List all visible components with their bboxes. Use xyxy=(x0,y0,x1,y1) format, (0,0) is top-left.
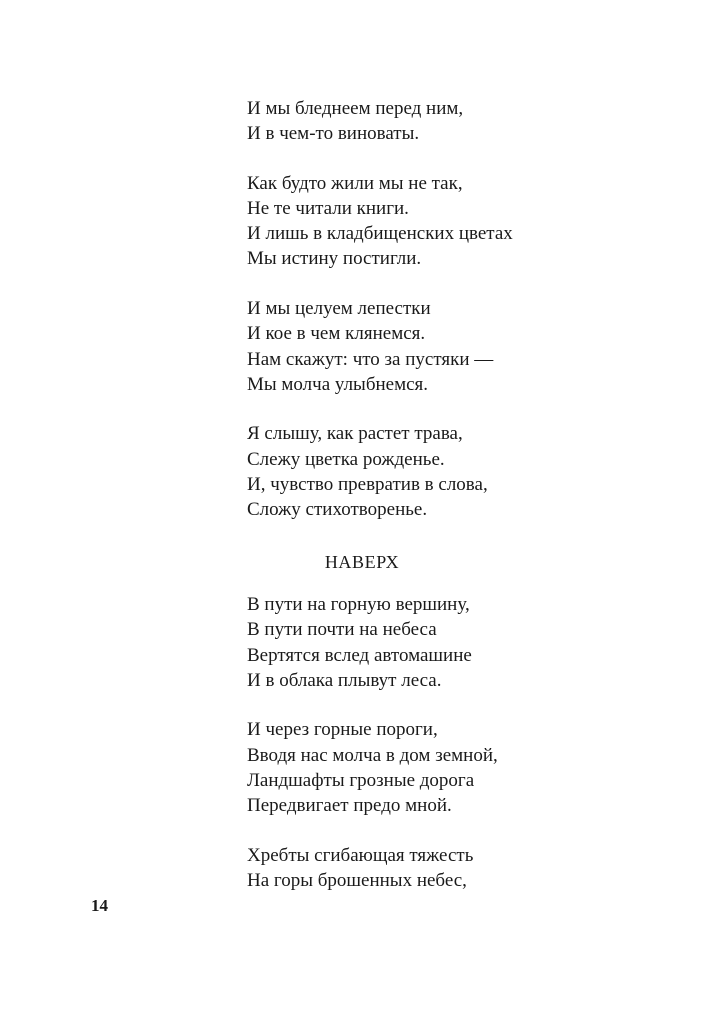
verse-line: Я слышу, как растет трава, xyxy=(247,423,463,445)
verse-line: Ландшафты грозные дорога xyxy=(247,769,475,791)
poem-title: НАВЕРХ xyxy=(324,552,400,573)
verse-line: И мы целуем лепестки xyxy=(247,298,431,320)
stanza xyxy=(247,592,647,693)
verse-line: В пути на горную вершину, xyxy=(247,594,470,616)
page-number: 14 xyxy=(91,896,108,915)
text-column xyxy=(247,96,647,918)
verse-line: И через горные пороги, xyxy=(247,719,438,741)
verse-line: Мы молча улыбнемся. xyxy=(247,373,429,395)
verse-line: Вертятся вслед автомашине xyxy=(247,644,472,666)
verse-line: И, чувство превратив в слова, xyxy=(247,473,488,495)
stanza xyxy=(247,421,647,522)
verse-line: Хребты сгибающая тяжесть xyxy=(247,844,474,866)
verse-line: Сложу стихотворенье. xyxy=(247,498,428,520)
verse-line: Не те читали книги. xyxy=(247,198,409,220)
stanza xyxy=(247,843,647,893)
verse-line: Мы истину постигли. xyxy=(247,248,422,270)
verse-line: Вводя нас молча в дом земной, xyxy=(247,744,498,766)
verse-line: И в облака плывут леса. xyxy=(247,669,442,691)
verse-line: Слежу цветка рожденье. xyxy=(247,448,445,470)
stanza xyxy=(247,171,647,272)
verse-line: В пути почти на небеса xyxy=(247,619,437,641)
stanza xyxy=(247,296,647,397)
verse-line: Передвигает предо мной. xyxy=(247,794,452,816)
stanza xyxy=(247,717,647,818)
verse-line: И в чем-то виноваты. xyxy=(247,123,420,145)
verse-line: И лишь в кладбищенских цветах xyxy=(247,223,513,245)
verse-line: Как будто жили мы не так, xyxy=(247,172,463,194)
verse-line: И мы бледнеем перед ним, xyxy=(247,98,464,119)
verse-line: И кое в чем клянемся. xyxy=(247,323,426,345)
verse-line: Нам скажут: что за пустяки — xyxy=(247,348,494,370)
verse-line: На горы брошенных небес, xyxy=(247,869,467,891)
stanza xyxy=(247,96,647,146)
